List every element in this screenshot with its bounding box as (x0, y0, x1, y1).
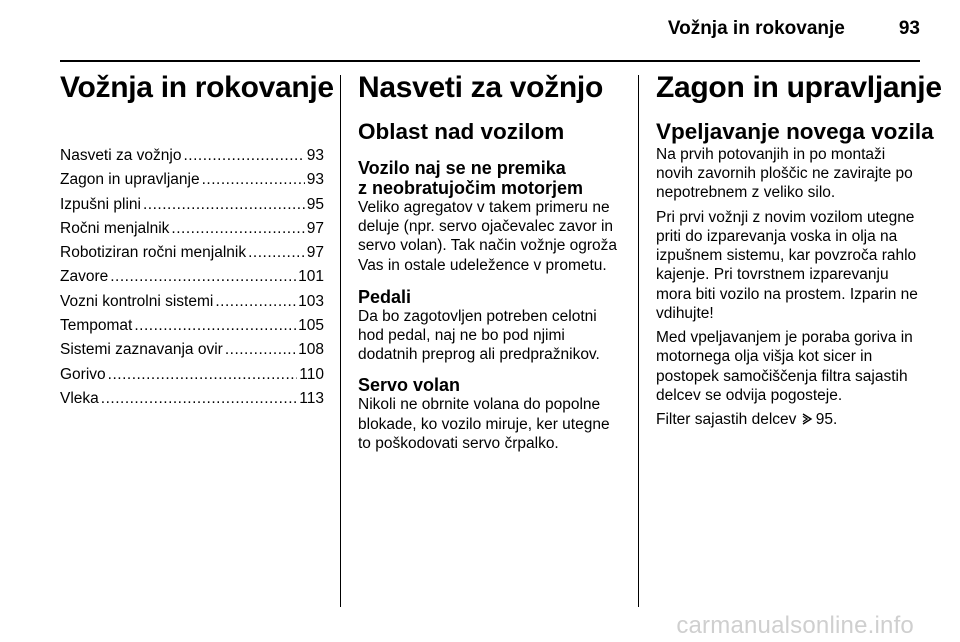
toc-entry-label: Vleka (60, 389, 99, 407)
heading-engine-off-line2: z neobratujočim motorjem (358, 178, 584, 198)
heading-power-steering: Servo volan (358, 375, 461, 396)
toc-dot-leader (101, 387, 298, 411)
toc-entry[interactable] (60, 338, 324, 362)
paragraph-consumption: Med vpeljavanjem je poraba goriva in motornega olja višja kot sicer in postopek samočiščenja filtra sajastih delcev se odvija pogosteje. (656, 329, 913, 404)
column-starting-operating (656, 70, 942, 435)
table-of-contents (60, 144, 324, 411)
paragraph-brake-pads: Na prvih potovanjih in po montaži novih zavornih ploščic ne zavirajte po nepotrebnem z veliko silo. (656, 146, 913, 202)
toc-entry-page: 97 (306, 219, 324, 237)
toc-entry-label: Zavore (60, 268, 109, 286)
toc-entry-label: Zagon in upravljanje (60, 171, 200, 189)
toc-entry[interactable] (60, 265, 324, 289)
toc-entry[interactable] (60, 144, 324, 168)
toc-entry[interactable] (60, 168, 324, 192)
toc-dot-leader (134, 314, 296, 338)
toc-dot-leader (183, 144, 304, 168)
page-reference-arrow-icon (801, 413, 813, 425)
body-pedals: Da bo zagotovljen potreben celotni hod pedal, naj ne bo pod njimi dodatnih preprog ali predpražnikov. (358, 307, 600, 364)
toc-entry-label: Izpušni plini (60, 195, 141, 213)
toc-entry-page: 93 (306, 147, 324, 164)
toc-dot-leader (225, 338, 296, 362)
heading-engine-off (358, 158, 622, 198)
toc-dot-leader (171, 217, 304, 241)
subsection-title-vehicle-control: Oblast nad vozilom (358, 119, 565, 144)
toc-entry[interactable] (60, 363, 324, 387)
toc-dot-leader (202, 168, 305, 192)
toc-entry-page: 110 (299, 365, 324, 383)
header-rule (60, 60, 920, 62)
toc-entry-label: Tempomat (60, 317, 133, 335)
toc-entry-page: 108 (298, 341, 324, 359)
toc-entry-label: Sistemi zaznavanja ovir (60, 341, 223, 359)
section-pedals (358, 287, 622, 365)
toc-entry-label: Robotiziran ročni menjalnik (60, 244, 247, 262)
section-title-starting: Zagon in upravljanje (656, 71, 942, 104)
body-power-steering: Nikoli ne obrnite volana do popolne blokade, ko vozilo miruje, ker utegne to poškodovati servo črpalko. (358, 396, 610, 452)
section-power-steering (358, 375, 622, 453)
toc-dot-leader (143, 193, 305, 217)
column-driving-tips (358, 70, 622, 453)
toc-dot-leader (215, 290, 296, 314)
paragraph-reference (656, 410, 922, 429)
toc-entry[interactable] (60, 387, 324, 411)
toc-entry-page: 101 (298, 268, 324, 286)
toc-entry[interactable] (60, 314, 324, 338)
toc-entry[interactable] (60, 217, 324, 241)
watermark: carmanualsonline.info (676, 612, 914, 639)
toc-dot-leader (248, 241, 305, 265)
reference-text: Filter sajastih delcev (656, 411, 797, 429)
toc-entry-page: 95 (306, 195, 324, 213)
column-divider-2 (638, 75, 639, 607)
paragraph-evaporation: Pri prvi vožnji z novim vozilom utegne priti do izparevanja voska in olja na izpušnem sistemu, kar povzroča rahlo kajenje. Pri tovrstnem izparevanju mora biti vozilo na prostem. Izparin ne vdihujte! (656, 208, 918, 322)
subsection-title-running-in: Vpeljavanje novega vozila (656, 119, 934, 144)
toc-entry[interactable] (60, 241, 324, 265)
toc-entry-page: 97 (306, 244, 324, 262)
running-header (668, 18, 920, 40)
toc-entry-label: Nasveti za vožnjo (60, 147, 182, 164)
toc-dot-leader (110, 265, 296, 289)
toc-entry-label: Vozni kontrolni sistemi (60, 292, 214, 310)
heading-engine-off-line1: Vozilo naj se ne premika (358, 158, 566, 178)
column-toc (60, 70, 334, 411)
toc-entry-page: 103 (298, 292, 324, 310)
section-engine-off (358, 158, 622, 275)
toc-entry[interactable] (60, 193, 324, 217)
section-title-driving-tips: Nasveti za vožnjo (358, 71, 603, 104)
running-header-title: Vožnja in rokovanje (667, 18, 845, 39)
reference-page[interactable]: 95. (815, 411, 838, 429)
toc-entry-page: 93 (306, 171, 324, 189)
column-divider-1 (340, 75, 341, 607)
chapter-title: Vožnja in rokovanje (60, 71, 334, 104)
toc-entry-page: 105 (298, 317, 324, 335)
heading-pedals: Pedali (358, 286, 412, 307)
toc-entry[interactable] (60, 290, 324, 314)
toc-entry-label: Ročni menjalnik (60, 219, 170, 237)
body-engine-off: Veliko agregatov v takem primeru ne deluje (npr. servo ojačevalec zavor in servo volan). Tak način vožnje ogroža Vas in ostale udeležence v prometu. (358, 199, 618, 274)
toc-dot-leader (108, 363, 298, 387)
page-number: 93 (898, 18, 920, 39)
toc-entry-page: 113 (299, 389, 324, 407)
toc-entry-label: Gorivo (60, 365, 106, 383)
